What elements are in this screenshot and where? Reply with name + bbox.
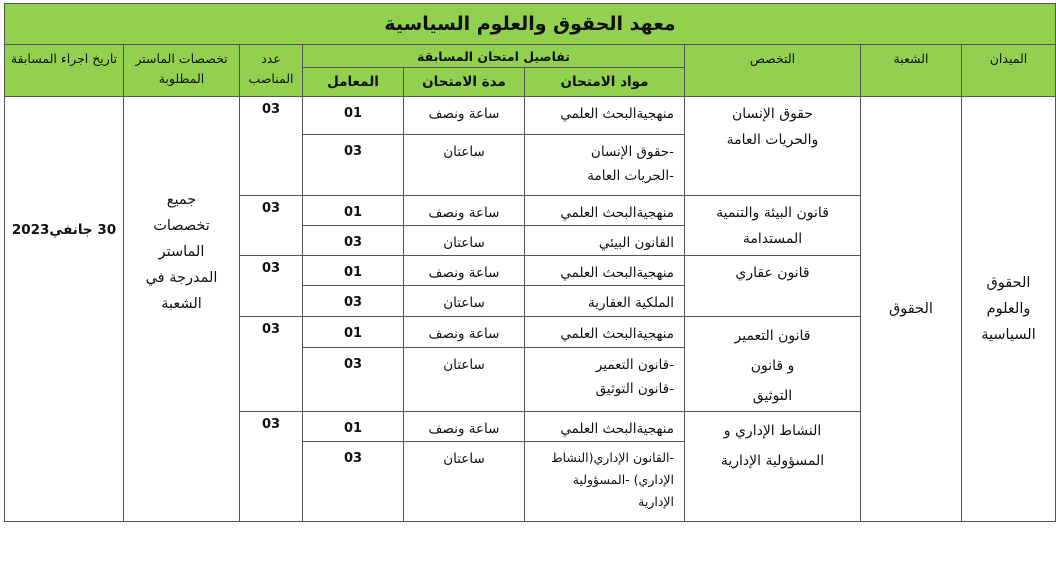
master-specialties-value: جميع تخصصات الماستر المدرجة في الشعبة [124, 97, 240, 522]
exam-coefficient: 01 [303, 196, 404, 226]
specialty-cell: قانون البيئة والتنمية المستدامة [685, 196, 861, 256]
header-master-specialties: تخصصات الماستر المطلوبة [124, 45, 240, 97]
exam-duration: ساعة ونصف [404, 317, 525, 348]
exam-coefficient: 01 [303, 412, 404, 442]
header-date: تاريخ اجراء المسابقة [5, 45, 124, 97]
specialty-cell: النشاط الإداري و المسؤولية الإدارية [685, 412, 861, 522]
exam-subject: -حقوق الإنسان -الحريات العامة [525, 135, 685, 196]
exam-subject: -قانون التعمير -قانون التوثيق [525, 347, 685, 411]
date-value: 30 جانفي2023 [5, 97, 124, 522]
competition-table [4, 3, 1056, 522]
header-slots: عدد المناصب [240, 45, 303, 97]
exam-duration: ساعة ونصف [404, 97, 525, 135]
exam-coefficient: 03 [303, 135, 404, 196]
slots-cell: 03 [240, 256, 303, 317]
slots-cell: 03 [240, 196, 303, 256]
exam-coefficient: 03 [303, 347, 404, 411]
specialty-cell: حقوق الإنسان والحريات العامة [685, 97, 861, 196]
header-specialty: التخصص [685, 45, 861, 97]
exam-subject: منهجيةالبحث العلمي [525, 196, 685, 226]
exam-duration: ساعتان [404, 226, 525, 256]
header-branch: الشعبة [861, 45, 962, 97]
specialty-cell: قانون عقاري [685, 256, 861, 317]
exam-subject: الملكية العقارية [525, 286, 685, 317]
exam-coefficient: 03 [303, 286, 404, 317]
field-value: الحقوق والعلوم السياسية [962, 97, 1056, 522]
branch-value: الحقوق [861, 97, 962, 522]
exam-duration: ساعة ونصف [404, 196, 525, 226]
header-exam-subjects: مواد الامتحان [525, 68, 685, 97]
exam-coefficient: 03 [303, 442, 404, 522]
document [4, 3, 1036, 522]
header-field: الميدان [962, 45, 1056, 97]
exam-coefficient: 01 [303, 97, 404, 135]
exam-duration: ساعتان [404, 442, 525, 522]
exam-duration: ساعة ونصف [404, 412, 525, 442]
exam-duration: ساعتان [404, 286, 525, 317]
exam-subject: منهجيةالبحث العلمي [525, 317, 685, 348]
exam-coefficient: 03 [303, 226, 404, 256]
specialty-cell: قانون التعمير و قانون التوثيق [685, 317, 861, 412]
exam-coefficient: 01 [303, 256, 404, 286]
slots-cell: 03 [240, 97, 303, 196]
exam-subject: منهجيةالبحث العلمي [525, 256, 685, 286]
page-title: معهد الحقوق والعلوم السياسية [5, 4, 1056, 45]
exam-subject: منهجيةالبحث العلمي [525, 97, 685, 135]
exam-subject: منهجيةالبحث العلمي [525, 412, 685, 442]
slots-cell: 03 [240, 317, 303, 412]
exam-duration: ساعتان [404, 347, 525, 411]
slots-cell: 03 [240, 412, 303, 522]
exam-duration: ساعتان [404, 135, 525, 196]
header-exam-details: تفاصيل امتحان المسابقة [303, 45, 685, 68]
exam-subject: -القانون الإداري(النشاط الإداري) -المسؤولية الإدارية [525, 442, 685, 522]
exam-coefficient: 01 [303, 317, 404, 348]
exam-subject: القانون البيئي [525, 226, 685, 256]
header-coefficient: المعامل [303, 68, 404, 97]
exam-duration: ساعة ونصف [404, 256, 525, 286]
header-exam-duration: مدة الامتحان [404, 68, 525, 97]
